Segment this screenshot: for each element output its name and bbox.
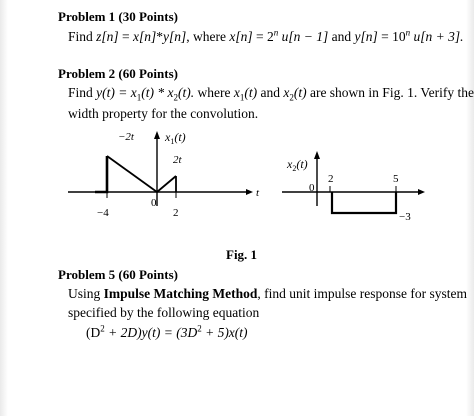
problem2-line2: width property for the convolution. — [68, 106, 259, 121]
figure-caption: Fig. 1 — [226, 247, 258, 262]
x2-tick-5-label: 5 — [393, 173, 399, 185]
x1-ramp-up — [157, 176, 176, 192]
x1-plot — [68, 131, 253, 206]
problem5-statement: Using Impulse Matching Method, find unit impulse response for system — [68, 286, 468, 301]
x1-2t-label: 2t — [173, 154, 182, 166]
x2-tick-0-label: 0 — [309, 182, 315, 194]
x2-pulse — [332, 192, 396, 213]
x1-t-axis-arrow — [246, 189, 253, 195]
x1-t-label: t — [256, 187, 260, 199]
x1-ramp-down — [107, 156, 157, 192]
problem5-equation: $(D^2 + 2D)y(t) = (3D^2 + 5)x(t)$ — [86, 323, 248, 340]
problem5-line2: specified by the following equation — [68, 305, 260, 320]
x1-left-edge — [95, 156, 107, 192]
problem2-heading: Problem 2 (60 Points) — [58, 66, 178, 81]
problem2-statement: Find $y(t) = x_1(t) * x_2(t)$. where $x_1(t)$ and $x_2(t)$ are shown in Fig. 1. Verify the — [68, 85, 474, 103]
x1-axis-label: $x_1(t)$ — [165, 130, 186, 146]
x1-tick-2-label: 2 — [173, 207, 179, 219]
problem5-heading: Problem 5 (60 Points) — [58, 267, 178, 282]
x1-amplitude-axis-arrow — [154, 131, 160, 139]
x2-axis-label: $x_2(t)$ — [287, 157, 308, 173]
x2-amplitude-axis-arrow — [314, 151, 320, 159]
x1-tick-m4-label: −4 — [97, 207, 109, 219]
x1-neg2t-label: −2t — [118, 131, 134, 143]
problem1-statement: Find z[n] = x[n]*y[n], where $x[n] = 2^n$ u[n − 1] and $y[n] = 10^n$ u[n + 3]. — [68, 27, 464, 44]
x2-tick-m3-label: −3 — [399, 211, 411, 223]
problem1-heading: Problem 1 (30 Points) — [58, 9, 178, 24]
x2-t-axis-arrow — [418, 189, 425, 195]
figure-1 — [0, 120, 474, 260]
x1-tick-0-label: 0 — [151, 197, 157, 209]
x2-tick-2-label: 2 — [328, 173, 334, 185]
